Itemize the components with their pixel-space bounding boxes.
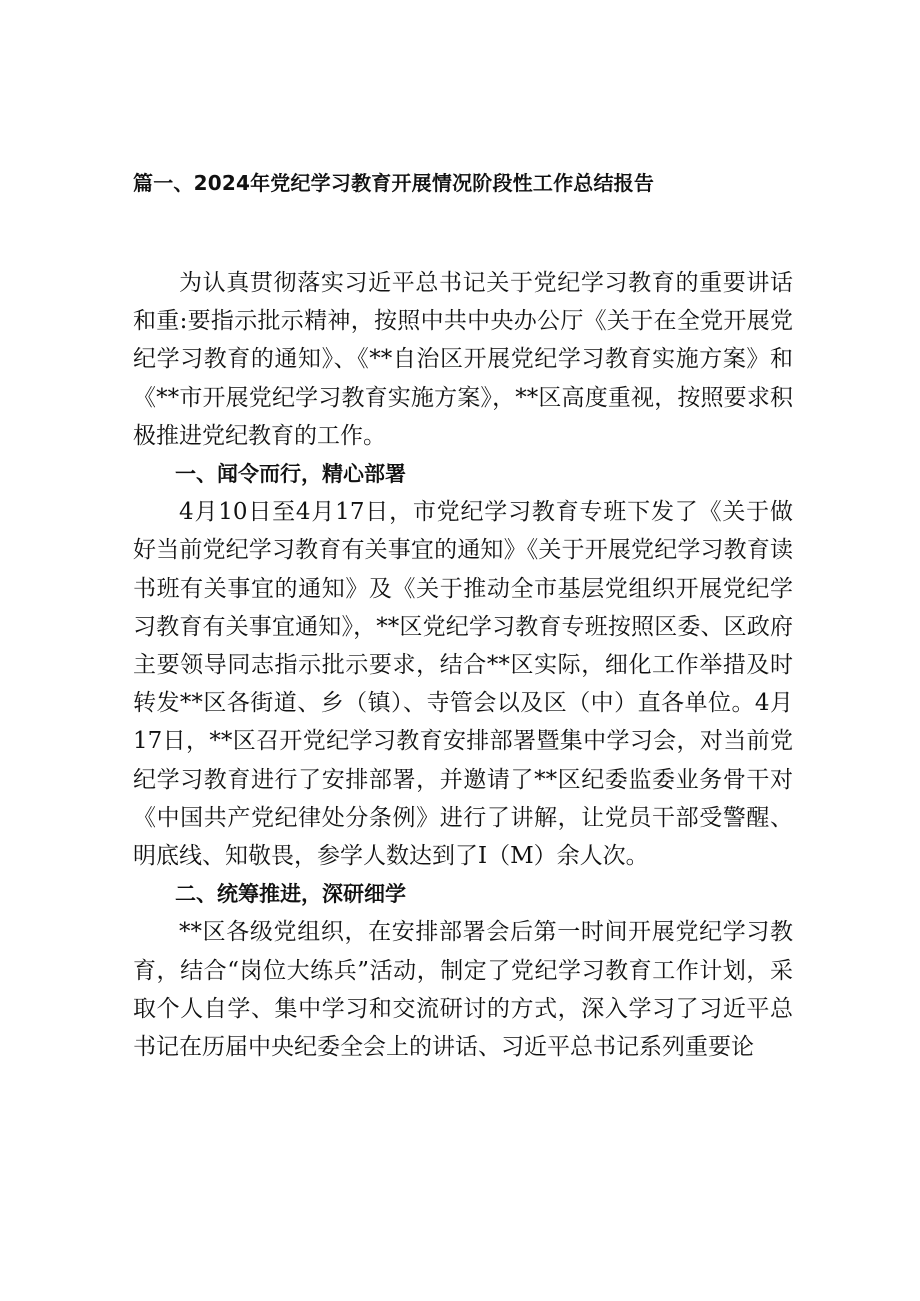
section-2-paragraph: **区各级党组织，在安排部署会后第一时间开展党纪学习教育，结合“岗位大练兵”活动，制定了党纪学习教育工作计划，采取个人自学、集中学习和交流研讨的方式，深入学习了习近平总书记在历届中央纪委全会上的讲话、习近平总书记系列重要论 (133, 919, 793, 1061)
section-heading-2: 二、统筹推进，深研细学 (175, 882, 406, 907)
document-body (133, 264, 793, 1066)
document-title: 篇一、2024年党纪学习教育开展情况阶段性工作总结报告 (133, 171, 655, 195)
section-1-paragraph: 4月10日至4月17日，市党纪学习教育专班下发了《关于做好当前党纪学习教育有关事宜的通知》《关于开展党纪学习教育读书班有关事宜的通知》及《关于推动全市基层党组织开展党纪学习教育有关事宜通知》，**区党纪学习教育专班按照区委、区政府主要领导同志指示批示要求，结合**区实际，细化工作举措及时转发**区各街道、乡（镇）、寺管会以及区（中）直各单位。4月17日，**区召开党纪学习教育安排部署暨集中学习会，对当前党纪学习教育进行了安排部署，并邀请了**区纪委监委业务骨干对《中国共产党纪律处分条例》进行了讲解，让党员干部受警醒、明底线、知敬畏，参学人数达到了I（M）余人次。 (133, 499, 793, 870)
intro-paragraph: 为认真贯彻落实习近平总书记关于党纪学习教育的重要讲话和重:要指示批示精神，按照中共中央办公厅《关于在全党开展党纪学习教育的通知》、《**自治区开展党纪学习教育实施方案》和《**市开展党纪学习教育实施方案》，**区高度重视，按照要求积极推进党纪教育的工作。 (133, 270, 793, 449)
section-heading-1: 一、闻令而行，精心部署 (175, 462, 406, 487)
